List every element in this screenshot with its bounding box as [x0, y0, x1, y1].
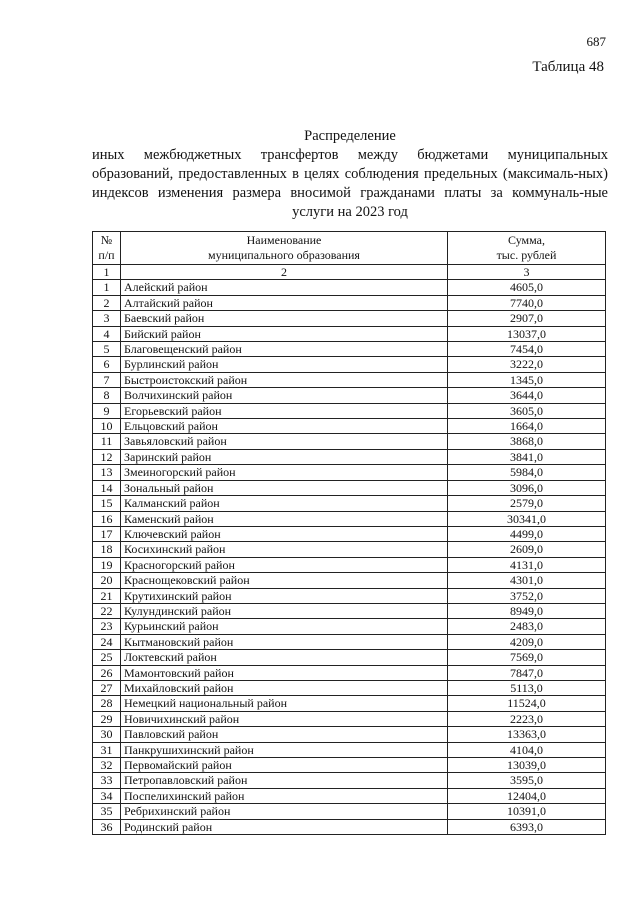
row-number: 24	[93, 634, 121, 649]
row-name: Краснощековский район	[121, 573, 448, 588]
header-number-line2: п/п	[98, 248, 115, 262]
row-name: Волчихинский район	[121, 388, 448, 403]
table-row	[93, 403, 606, 418]
table-row	[93, 727, 606, 742]
row-number: 28	[93, 696, 121, 711]
table-row	[93, 819, 606, 834]
row-sum: 13363,0	[448, 727, 606, 742]
table-row	[93, 311, 606, 326]
table-row	[93, 804, 606, 819]
row-number: 31	[93, 742, 121, 757]
header-name-line1: Наименование	[246, 233, 322, 247]
row-sum: 3752,0	[448, 588, 606, 603]
row-number: 35	[93, 804, 121, 819]
table-row	[93, 619, 606, 634]
row-name: Крутихинский район	[121, 588, 448, 603]
row-number: 14	[93, 480, 121, 495]
column-index-row	[93, 265, 606, 280]
row-number: 5	[93, 342, 121, 357]
table-row	[93, 342, 606, 357]
row-sum: 3096,0	[448, 480, 606, 495]
row-sum: 2483,0	[448, 619, 606, 634]
table-row	[93, 758, 606, 773]
table-row	[93, 388, 606, 403]
table-row	[93, 665, 606, 680]
row-name: Кулундинский район	[121, 603, 448, 618]
row-name: Локтевский район	[121, 650, 448, 665]
row-sum: 13037,0	[448, 326, 606, 341]
row-number: 20	[93, 573, 121, 588]
header-number	[93, 232, 121, 265]
row-name: Каменский район	[121, 511, 448, 526]
row-number: 21	[93, 588, 121, 603]
row-sum: 4605,0	[448, 280, 606, 295]
row-sum: 2223,0	[448, 711, 606, 726]
header-row	[93, 232, 606, 265]
row-number: 4	[93, 326, 121, 341]
row-sum: 3644,0	[448, 388, 606, 403]
table-row	[93, 434, 606, 449]
row-number: 13	[93, 465, 121, 480]
table-row	[93, 511, 606, 526]
row-sum: 4499,0	[448, 526, 606, 541]
row-sum: 8949,0	[448, 603, 606, 618]
row-number: 17	[93, 526, 121, 541]
header-number-line1: №	[100, 233, 113, 247]
row-number: 11	[93, 434, 121, 449]
table-row	[93, 588, 606, 603]
table-row	[93, 372, 606, 387]
row-sum: 2609,0	[448, 542, 606, 557]
table-row	[93, 295, 606, 310]
row-sum: 11524,0	[448, 696, 606, 711]
row-name: Змеиногорский район	[121, 465, 448, 480]
row-name: Бийский район	[121, 326, 448, 341]
row-number: 29	[93, 711, 121, 726]
row-name: Курьинский район	[121, 619, 448, 634]
table-row	[93, 634, 606, 649]
document-heading	[92, 127, 608, 222]
row-number: 25	[93, 650, 121, 665]
row-name: Бурлинский район	[121, 357, 448, 372]
row-sum: 13039,0	[448, 758, 606, 773]
row-sum: 3868,0	[448, 434, 606, 449]
table-row	[93, 449, 606, 464]
row-sum: 4301,0	[448, 573, 606, 588]
row-number: 3	[93, 311, 121, 326]
row-name: Баевский район	[121, 311, 448, 326]
row-name: Петропавловский район	[121, 773, 448, 788]
row-sum: 10391,0	[448, 804, 606, 819]
column-index-2: 2	[121, 265, 448, 280]
header-sum	[448, 232, 606, 265]
table-row	[93, 526, 606, 541]
header-name-line2: муниципального образования	[208, 248, 360, 262]
row-sum: 30341,0	[448, 511, 606, 526]
heading-title: Распределение	[304, 128, 396, 144]
row-name: Быстроистокский район	[121, 372, 448, 387]
row-name: Павловский район	[121, 727, 448, 742]
row-sum: 3222,0	[448, 357, 606, 372]
row-name: Ребрихинский район	[121, 804, 448, 819]
table-row	[93, 742, 606, 757]
row-name: Мамонтовский район	[121, 665, 448, 680]
row-number: 23	[93, 619, 121, 634]
row-sum: 4131,0	[448, 557, 606, 572]
row-name: Завьяловский район	[121, 434, 448, 449]
row-number: 30	[93, 727, 121, 742]
row-number: 9	[93, 403, 121, 418]
header-name	[121, 232, 448, 265]
table-row	[93, 419, 606, 434]
row-sum: 1664,0	[448, 419, 606, 434]
table-row	[93, 788, 606, 803]
heading-subtitle: иных межбюджетных трансфертов между бюджетами муниципальных образований, предоставленных в целях соблюдения предельных (максималь-ных) индексов изменения размера вносимой гражданами платы за коммуналь-ные услуги на 2023 год	[92, 147, 608, 220]
row-name: Панкрушихинский район	[121, 742, 448, 757]
column-index-1: 1	[93, 265, 121, 280]
row-name: Благовещенский район	[121, 342, 448, 357]
table-row	[93, 557, 606, 572]
row-name: Родинский район	[121, 819, 448, 834]
row-name: Алтайский район	[121, 295, 448, 310]
table-row	[93, 496, 606, 511]
row-sum: 3605,0	[448, 403, 606, 418]
table-row	[93, 480, 606, 495]
table-row	[93, 542, 606, 557]
row-name: Ключевский район	[121, 526, 448, 541]
row-number: 2	[93, 295, 121, 310]
row-number: 26	[93, 665, 121, 680]
row-number: 8	[93, 388, 121, 403]
table-row	[93, 696, 606, 711]
row-name: Зональный район	[121, 480, 448, 495]
transfers-table	[92, 231, 606, 835]
header-sum-line2: тыс. рублей	[496, 248, 557, 262]
table-row	[93, 465, 606, 480]
row-number: 32	[93, 758, 121, 773]
row-sum: 7569,0	[448, 650, 606, 665]
row-number: 12	[93, 449, 121, 464]
row-number: 34	[93, 788, 121, 803]
row-sum: 4104,0	[448, 742, 606, 757]
row-sum: 4209,0	[448, 634, 606, 649]
row-name: Егорьевский район	[121, 403, 448, 418]
table-row	[93, 326, 606, 341]
row-name: Первомайский район	[121, 758, 448, 773]
row-number: 7	[93, 372, 121, 387]
column-index-3: 3	[448, 265, 606, 280]
row-name: Заринский район	[121, 449, 448, 464]
table-row	[93, 603, 606, 618]
row-name: Михайловский район	[121, 680, 448, 695]
row-sum: 2579,0	[448, 496, 606, 511]
row-name: Новичихинский район	[121, 711, 448, 726]
table-row	[93, 573, 606, 588]
row-name: Косихинский район	[121, 542, 448, 557]
row-number: 33	[93, 773, 121, 788]
row-name: Поспелихинский район	[121, 788, 448, 803]
row-name: Красногорский район	[121, 557, 448, 572]
page-number: 687	[586, 34, 606, 49]
header-sum-line1: Сумма,	[508, 233, 545, 247]
row-sum: 1345,0	[448, 372, 606, 387]
row-name: Ельцовский район	[121, 419, 448, 434]
row-sum: 12404,0	[448, 788, 606, 803]
row-sum: 7454,0	[448, 342, 606, 357]
row-name: Калманский район	[121, 496, 448, 511]
row-sum: 5984,0	[448, 465, 606, 480]
row-number: 22	[93, 603, 121, 618]
row-sum: 2907,0	[448, 311, 606, 326]
row-name: Немецкий национальный район	[121, 696, 448, 711]
table-row	[93, 280, 606, 295]
row-sum: 3841,0	[448, 449, 606, 464]
table-row	[93, 711, 606, 726]
row-number: 6	[93, 357, 121, 372]
row-number: 27	[93, 680, 121, 695]
row-sum: 7740,0	[448, 295, 606, 310]
table-label: Таблица 48	[532, 59, 604, 75]
row-sum: 7847,0	[448, 665, 606, 680]
row-name: Алейский район	[121, 280, 448, 295]
row-number: 10	[93, 419, 121, 434]
row-number: 1	[93, 280, 121, 295]
row-number: 16	[93, 511, 121, 526]
table-header	[93, 232, 606, 280]
row-sum: 6393,0	[448, 819, 606, 834]
table-body	[93, 280, 606, 835]
row-number: 36	[93, 819, 121, 834]
table-row	[93, 357, 606, 372]
row-number: 18	[93, 542, 121, 557]
table-row	[93, 773, 606, 788]
table-row	[93, 680, 606, 695]
row-sum: 5113,0	[448, 680, 606, 695]
row-number: 19	[93, 557, 121, 572]
row-sum: 3595,0	[448, 773, 606, 788]
table-row	[93, 650, 606, 665]
row-name: Кытмановский район	[121, 634, 448, 649]
row-number: 15	[93, 496, 121, 511]
